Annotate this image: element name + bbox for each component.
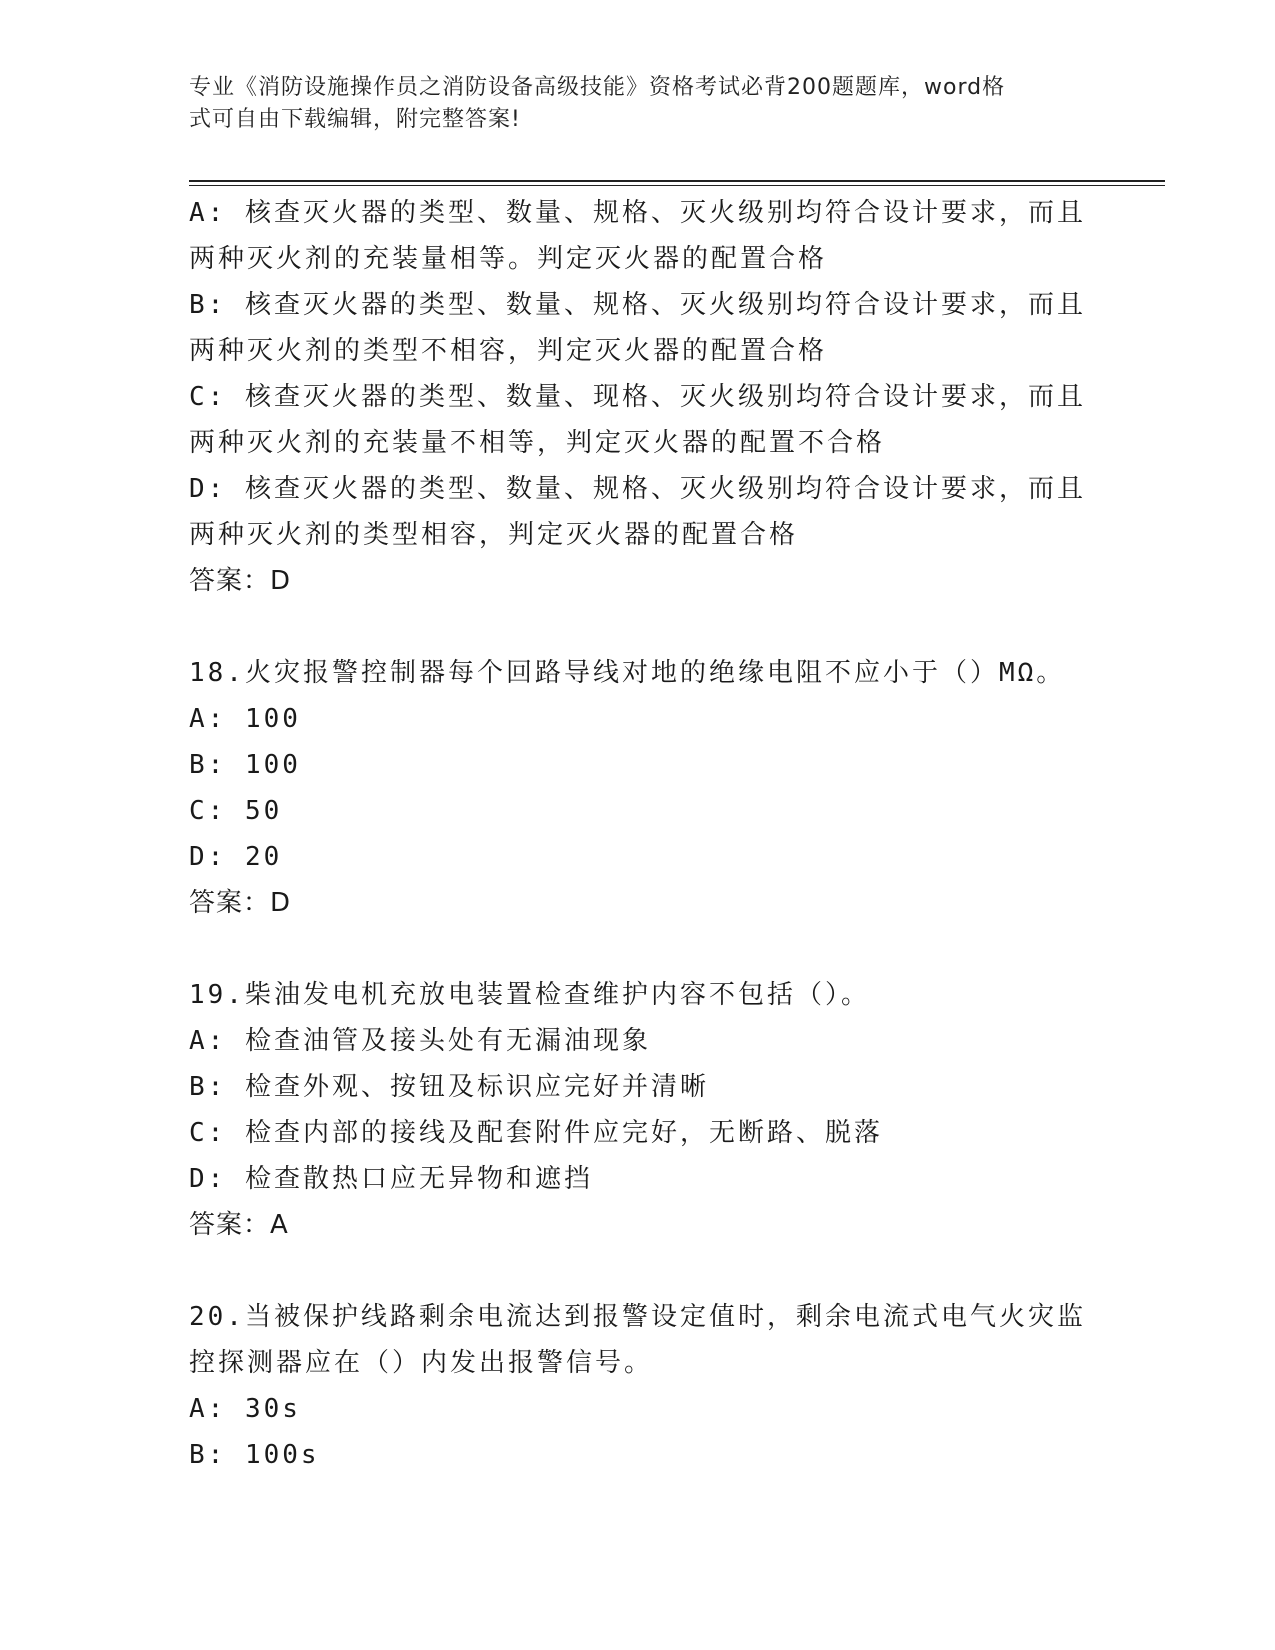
option-c: C: 检查内部的接线及配套附件应完好，无断路、脱落 (189, 1118, 883, 1148)
option-a: A: 30s (189, 1394, 301, 1424)
option-b: B: 检查外观、按钮及标识应完好并清晰 (189, 1072, 709, 1102)
header-divider-thick (189, 180, 1165, 182)
document-header (189, 72, 1089, 136)
option-d-line-2: 两种灭火剂的类型相容，判定灭火器的配置合格 (189, 520, 799, 550)
option-a: A: 100 (189, 704, 301, 734)
option-c: C: 50 (189, 796, 283, 826)
answer: 答案：D (189, 888, 292, 918)
option-a-line-1: A: 核查灭火器的类型、数量、规格、灭火级别均符合设计要求，而且 (189, 198, 1086, 228)
question-stem: 18.火灾报警控制器每个回路导线对地的绝缘电阻不应小于（）MΩ。 (189, 658, 1066, 688)
header-divider-thin (189, 185, 1165, 186)
option-c-line-2: 两种灭火剂的充装量不相等，判定灭火器的配置不合格 (189, 428, 886, 458)
option-a-line-2: 两种灭火剂的充装量相等。判定灭火器的配置合格 (189, 244, 828, 274)
answer: 答案：A (189, 1210, 289, 1240)
option-d: D: 检查散热口应无异物和遮挡 (189, 1164, 593, 1194)
question-stem-line-2: 控探测器应在（）内发出报警信号。 (189, 1348, 654, 1378)
option-d-line-1: D: 核查灭火器的类型、数量、规格、灭火级别均符合设计要求，而且 (189, 474, 1086, 504)
option-d: D: 20 (189, 842, 283, 872)
answer: 答案：D (189, 566, 292, 596)
option-c-line-1: C: 核查灭火器的类型、数量、现格、灭火级别均符合设计要求，而且 (189, 382, 1086, 412)
question-stem: 19.柴油发电机充放电装置检查维护内容不包括（）。 (189, 980, 870, 1010)
option-b-line-1: B: 核查灭火器的类型、数量、规格、灭火级别均符合设计要求，而且 (189, 290, 1086, 320)
question-20 (189, 1294, 1089, 1478)
option-a: A: 检查油管及接头处有无漏油现象 (189, 1026, 651, 1056)
question-stem-line-1: 20.当被保护线路剩余电流达到报警设定值时，剩余电流式电气火灾监 (189, 1302, 1086, 1332)
question-19 (189, 972, 1089, 1248)
option-b: B: 100s (189, 1440, 320, 1470)
option-b: B: 100 (189, 750, 301, 780)
prev-question-block (189, 190, 1089, 604)
question-18 (189, 650, 1089, 926)
option-b-line-2: 两种灭火剂的类型不相容，判定灭火器的配置合格 (189, 336, 828, 366)
header-line-1: 专业《消防设施操作员之消防设备高级技能》资格考试必背200题题库，word格 (189, 75, 1006, 100)
header-line-2: 式可自由下载编辑，附完整答案! (189, 107, 521, 132)
question-content (189, 190, 1089, 1478)
